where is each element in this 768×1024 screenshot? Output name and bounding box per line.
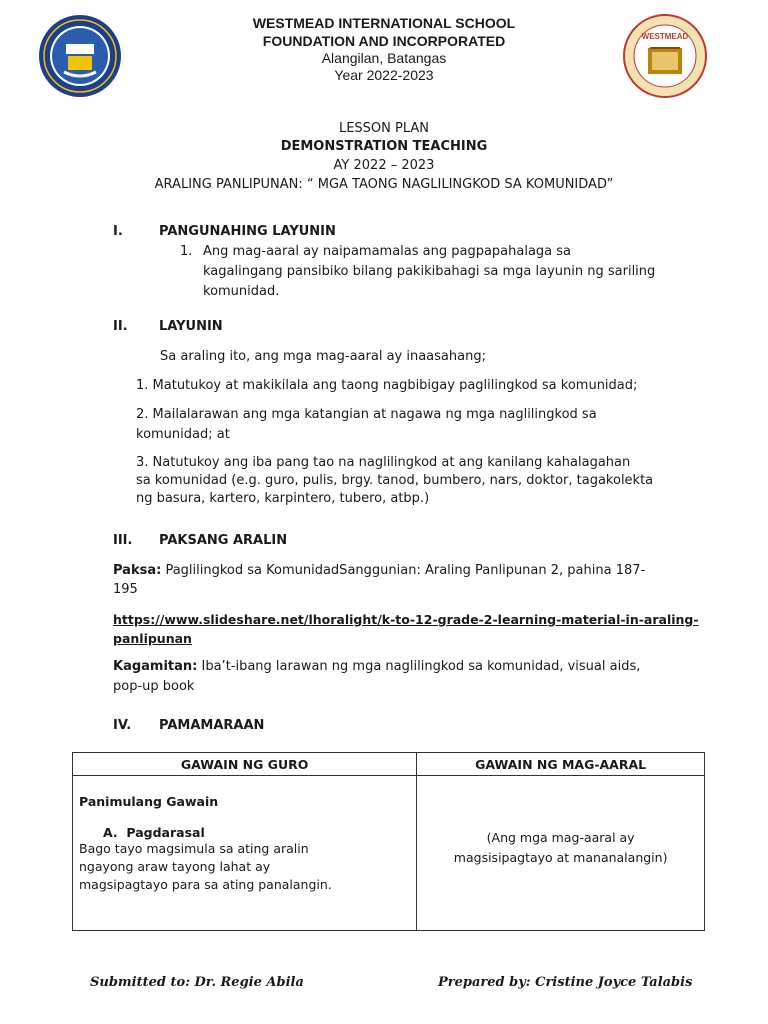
pagdarasal-heading [79,825,410,840]
section-1-title: PANGUNAHING LAYUNIN [159,224,336,239]
reference-link-line-1[interactable]: https://www.slideshare.net/lhoralight/k-to-12-grade-2-learning-material-in-araling- [113,612,699,627]
teacher-text-line-2: ngayong araw tayong lahat ay [79,859,271,874]
academic-year: AY 2022 – 2023 [333,158,435,173]
kagamitan-text: Iba’t-ibang larawan ng mga naglilingkod sa komunidad, visual aids, [197,659,641,674]
section-2-title: LAYUNIN [159,319,223,334]
kagamitan-label: Kagamitan: [113,659,198,674]
objective-2-line-1: 2. Mailalarawan ang mga katangian at nagawa ng mga naglilingkod sa [136,407,597,422]
student-cell [417,776,705,931]
objective-3-line-3: ng basura, kartero, karpintero, tubero, atbp.) [136,491,430,506]
reference-link-line-2[interactable]: panlipunan [113,631,192,646]
section-1-item-line-3: komunidad. [203,284,280,299]
pagdarasal-title: Pagdarasal [126,825,205,840]
section-2-number: II. [113,319,128,334]
objective-3-line-2: sa komunidad (e.g. guro, pulis, brgy. tanod, bumbero, nars, doktor, tagakolekta [136,473,654,488]
subject-title: ARALING PANLIPUNAN: “ MGA TAONG NAGLILINGKOD SA KOMUNIDAD” [154,177,614,192]
submitted-to: Submitted to: Dr. Regie Abila [90,975,304,990]
school-address: Alangilan, Batangas [321,50,447,66]
objective-2-line-2: komunidad; at [136,427,230,442]
pagdarasal-label: A. [103,825,118,840]
section-1-item-number: 1. [180,244,193,259]
section-3-number: III. [113,533,133,548]
objective-1: 1. Matutukoy at makikilala ang taong nagbibigay paglilingkod sa komunidad; [136,378,638,393]
school-year: Year 2022-2023 [334,67,434,83]
kagamitan-line-2: pop-up book [113,679,195,694]
paksa-label: Paksa: [113,563,162,578]
section-1-number: I. [113,224,123,239]
lesson-plan-title: LESSON PLAN [338,121,430,136]
section-3-title: PAKSANG ARALIN [159,533,288,548]
prepared-by: Prepared by: Cristine Joyce Talabis [438,975,693,990]
panimulang-gawain-heading: Panimulang Gawain [79,794,219,809]
section-4-number: IV. [113,718,132,733]
right-logo-text: WESTMEAD [641,32,689,41]
student-text-line-2: magsisipagtayo at mananalangin) [453,850,668,865]
school-foundation: FOUNDATION AND INCORPORATED [262,33,506,49]
section-1-item-line-2: kagalingang pansibiko bilang pakikibahagi sa mga layunin ng sariling [203,264,656,279]
col-header-student: GAWAIN NG MAG-AARAL [417,753,705,776]
teacher-text-line-1: Bago tayo magsimula sa ating aralin [79,841,309,856]
teacher-cell [73,776,417,931]
reference-link-block [113,610,699,648]
kagamitan-line-1 [113,657,640,677]
procedure-table [72,752,705,931]
paksa-line-1 [113,561,645,581]
student-text-line-1: (Ang mga mag-aaral ay [486,830,635,845]
paksa-line-2: 195 [113,582,138,597]
section-4-title: PAMAMARAAN [159,718,265,733]
demonstration-title: DEMONSTRATION TEACHING [280,139,488,154]
school-name: WESTMEAD INTERNATIONAL SCHOOL [252,15,516,31]
section-1-item-line-1: Ang mag-aaral ay naipamamalas ang pagpapahalaga sa [203,244,572,259]
section-2-intro: Sa araling ito, ang mga mag-aaral ay inaasahang; [160,349,486,364]
paksa-text: Paglilingkod sa KomunidadSanggunian: Araling Panlipunan 2, pahina 187- [161,563,646,578]
teacher-text-line-3: magsipagtayo para sa ating panalangin. [79,877,332,892]
col-header-teacher: GAWAIN NG GURO [73,753,417,776]
objective-3-line-1: 3. Natutukoy ang iba pang tao na naglilingkod at ang kanilang kahalagahan [136,455,631,470]
